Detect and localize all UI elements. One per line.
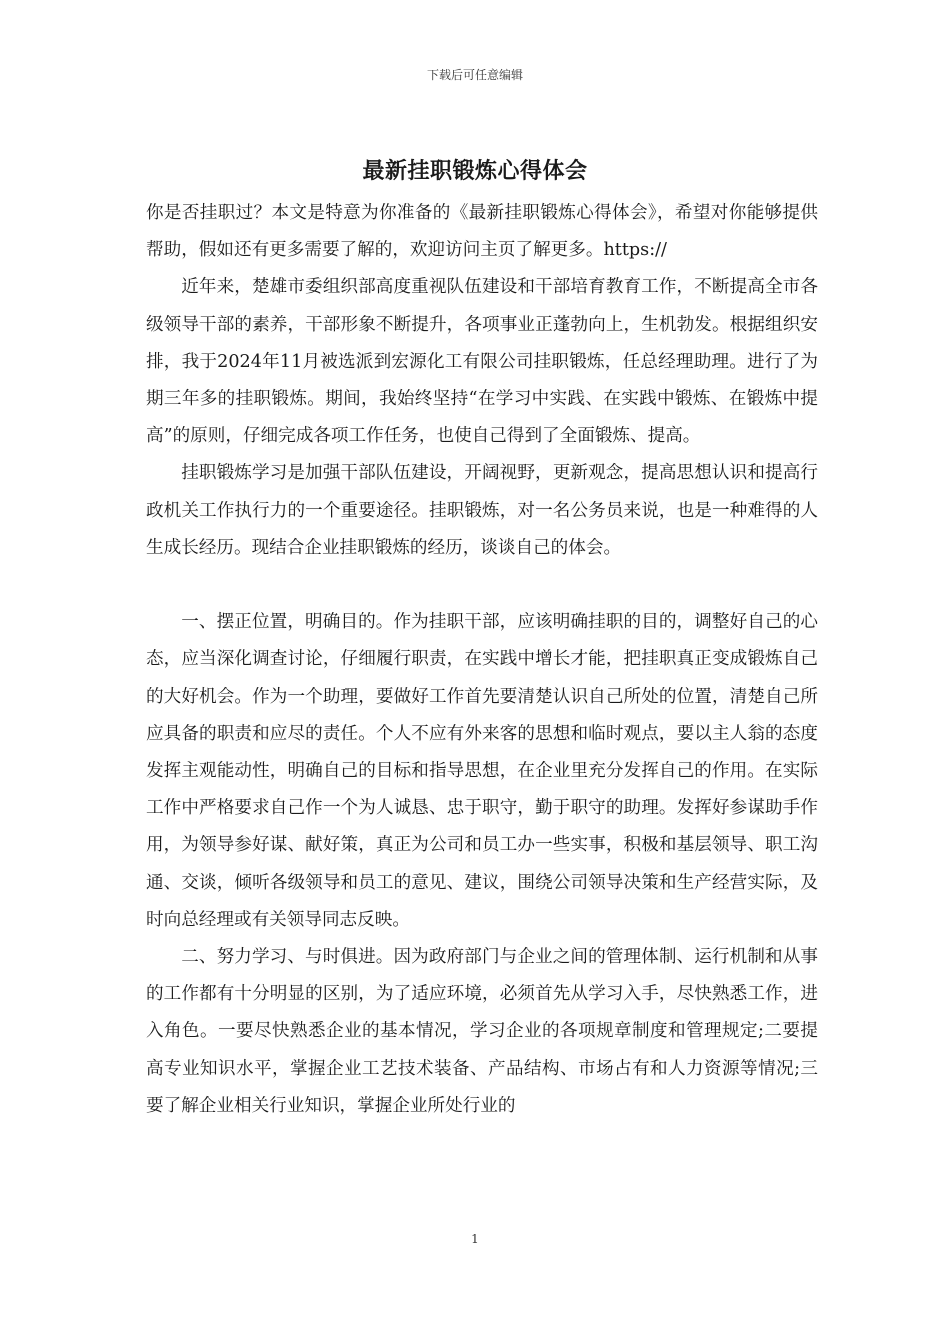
body-paragraph: 近年来，楚雄市委组织部高度重视队伍建设和干部培育教育工作，不断提高全市各级领导干部的素养，干部形象不断提升，各项事业正蓬勃向上，生机勃发。根据组织安排，我于2024年11月被选派到宏源化工有限公司挂职锻炼，任总经理助理。进行了为期三年多的挂职锻炼。期间，我始终坚持“在学习中实践、在实践中锻炼、在锻炼中提高”的原则，仔细完成各项工作任务，也使自己得到了全面锻炼、提高。 [146, 277, 818, 447]
intro-paragraph: 你是否挂职过？本文是特意为你准备的《最新挂职锻炼心得体会》，希望对你能够提供帮助，假如还有更多需要了解的，欢迎访问主页了解更多。https:// [146, 203, 818, 261]
header-note: 下载后可任意编辑 [426, 68, 523, 82]
body-paragraph: 挂职锻炼学习是加强干部队伍建设，开阔视野，更新观念，提高思想认识和提高行政机关工作执行力的一个重要途径。挂职锻炼，对一名公务员来说，也是一种难得的人生成长经历。现结合企业挂职锻炼的经历，谈谈自己的体会。 [146, 463, 818, 558]
section-paragraph-1: 一、摆正位置，明确目的。作为挂职干部，应该明确挂职的目的，调整好自己的心态，应当深化调查讨论，仔细履行职责，在实践中增长才能，把挂职真正变成锻炼自己的大好机会。作为一个助理，要做好工作首先要清楚认识自己所处的位置，清楚自己所应具备的职责和应尽的责任。个人不应有外来客的思想和临时观点，要以主人翁的态度发挥主观能动性，明确自己的目标和指导思想，在企业里充分发挥自己的作用。在实际工作中严格要求自己作一个为人诚恳、忠于职守，勤于职守的助理。发挥好参谋助手作用，为领导参好谋、献好策，真正为公司和员工办一些实事，积极和基层领导、职工沟通、交谈，倾听各级领导和员工的意见、建议，围绕公司领导决策和生产经营实际，及时向总经理或有关领导同志反映。 [146, 612, 818, 930]
document-body [146, 195, 818, 1125]
section-paragraph-2: 二、努力学习、与时俱进。因为政府部门与企业之间的管理体制、运行机制和从事的工作都有十分明显的区别，为了适应环境，必须首先从学习入手，尽快熟悉工作，进入角色。一要尽快熟悉企业的基本情况，学习企业的各项规章制度和管理规定;二要提高专业知识水平，掌握企业工艺技术装备、产品结构、市场占有和人力资源等情况;三要了解企业相关行业知识，掌握企业所处行业的 [146, 947, 818, 1116]
document-title: 最新挂职锻炼心得体会 [362, 159, 588, 184]
paragraph-spacer [146, 567, 818, 604]
page-number: 1 [471, 1232, 479, 1246]
